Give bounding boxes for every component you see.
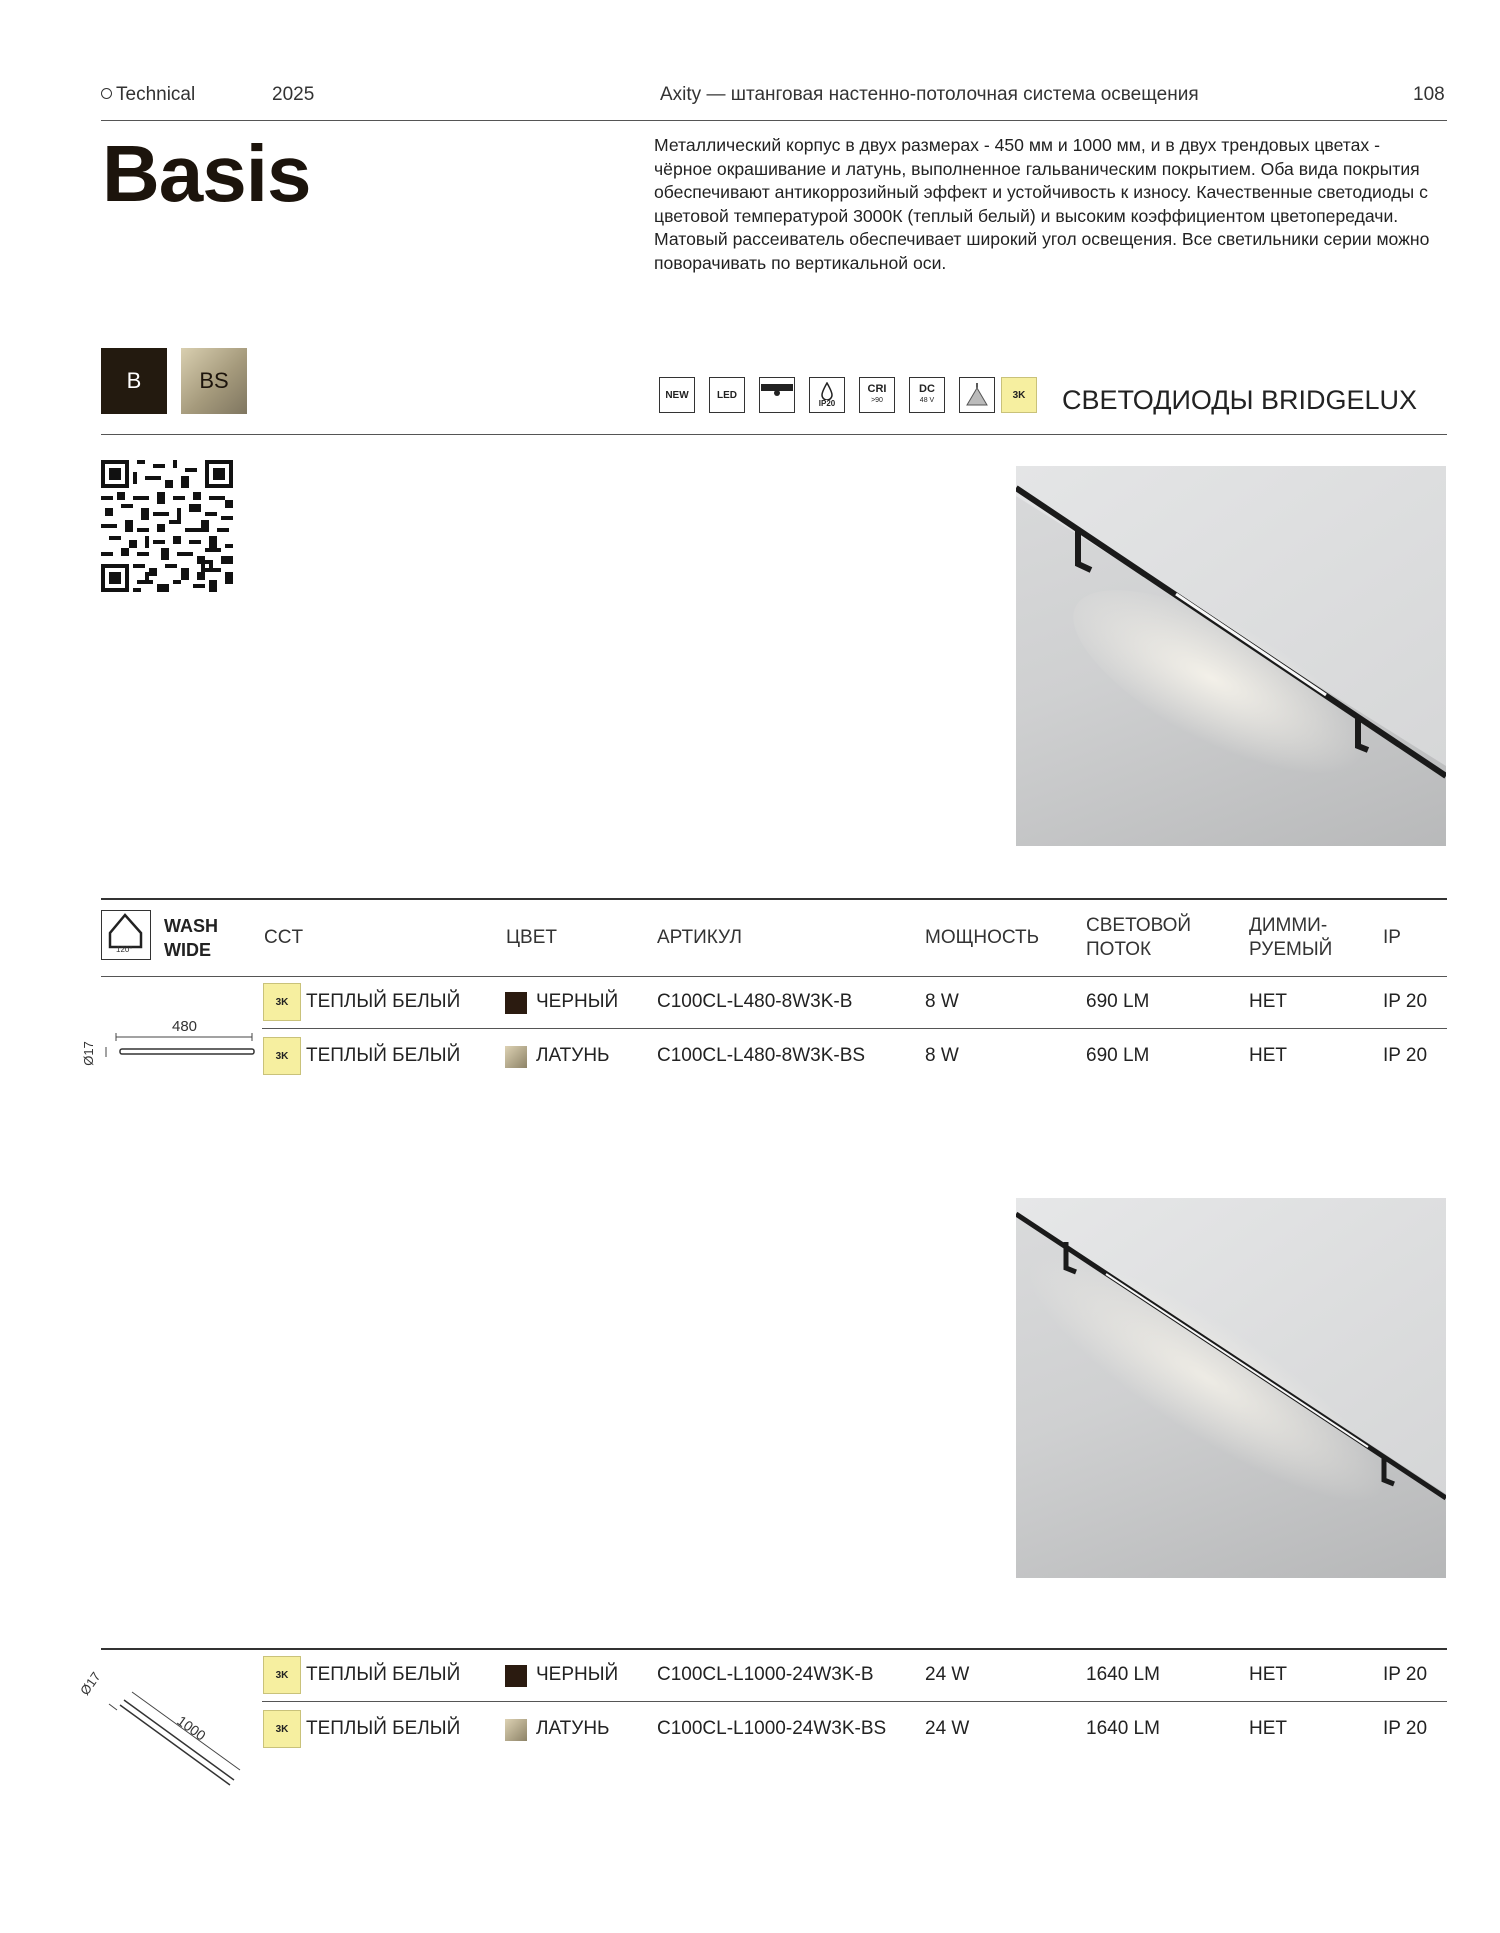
length-label: 480 <box>172 1018 198 1035</box>
cct-badge: 3K <box>263 983 301 1021</box>
article-value: C100CL-L1000-24W3K-BS <box>657 1718 887 1739</box>
row-divider <box>262 1701 1447 1702</box>
section-divider <box>101 434 1447 435</box>
cct-value: ТЕПЛЫЙ БЕЛЫЙ <box>306 1664 461 1685</box>
ip-value: IP 20 <box>1383 1664 1428 1685</box>
header-divider <box>101 120 1447 121</box>
year: 2025 <box>272 84 315 105</box>
finish-swatch-black: B <box>101 348 167 414</box>
flux-value: 1640 LM <box>1086 1664 1160 1685</box>
flux-value: 1640 LM <box>1086 1718 1160 1739</box>
color-swatch <box>505 1665 527 1687</box>
ip-value: IP 20 <box>1383 1718 1428 1739</box>
dimension-drawing-480 <box>80 1010 264 1070</box>
dimension-drawing-1000 <box>77 1669 264 1800</box>
3k-badge-icon: 3K <box>1001 377 1037 413</box>
cct-value: ТЕПЛЫЙ БЕЛЫЙ <box>306 1045 461 1066</box>
row-divider <box>262 1028 1447 1029</box>
cri-icon: CRI >90 <box>859 377 895 413</box>
dimmable-value: НЕТ <box>1249 1718 1287 1739</box>
product-photo-large <box>1016 1198 1446 1578</box>
col-header-ip: IP <box>1383 927 1401 948</box>
page-title: Basis <box>102 129 311 218</box>
power-value: 8 W <box>925 991 959 1012</box>
wash-wide-icon <box>101 910 151 960</box>
flux-value: 690 LM <box>1086 1045 1150 1066</box>
product-photo-small <box>1016 466 1446 846</box>
color-value: ЛАТУНЬ <box>536 1718 610 1739</box>
cct-value: ТЕПЛЫЙ БЕЛЫЙ <box>306 991 461 1012</box>
power-value: 24 W <box>925 1664 970 1685</box>
header-subtitle: Axity — штанговая настенно-потолочная система освещения <box>660 84 1199 105</box>
article-value: C100CL-L480-8W3K-B <box>657 991 853 1012</box>
cct-badge: 3K <box>263 1710 301 1748</box>
color-value: ЧЕРНЫЙ <box>536 1664 619 1685</box>
cct-value: ТЕПЛЫЙ БЕЛЫЙ <box>306 1718 461 1739</box>
article-value: C100CL-L480-8W3K-BS <box>657 1045 866 1066</box>
color-value: ЛАТУНЬ <box>536 1045 610 1066</box>
ip-value: IP 20 <box>1383 1045 1428 1066</box>
table-header-rule <box>101 976 1447 977</box>
length-label: 1000 <box>174 1712 209 1744</box>
col-header-flux: СВЕТОВОЙ ПОТОК <box>1086 915 1192 960</box>
diameter-label: Ø17 <box>80 1041 96 1066</box>
diameter-label: Ø17 <box>77 1669 104 1698</box>
col-header-color: ЦВЕТ <box>506 927 558 948</box>
new-icon: NEW <box>659 377 695 413</box>
beam-angle-label: 120° <box>116 945 133 954</box>
product-description: Металлический корпус в двух размерах - 450 мм и 1000 мм, и в двух трендовых цветах - чёрное окрашивание и латунь, выполненное гальваническим покрытием. Оба вида покрытия обеспечивают антикоррозийный эффект и устойчивость к износу. Качественные светодиоды с цветовой температурой 3000К (теплый белый) и высоким коэффициентом цветопередачи. Матовый рассеиватель обеспечивает широкий угол освещения. Все светильники серии можно поворачивать по вертикальной оси. <box>654 135 1430 273</box>
ip20-icon: IP20 <box>809 377 845 413</box>
col-header-cct: CCT <box>264 927 304 948</box>
dimmable-value: НЕТ <box>1249 1045 1287 1066</box>
power-value: 8 W <box>925 1045 959 1066</box>
ceiling-mount-icon <box>759 377 795 413</box>
table-top-rule <box>101 898 1447 900</box>
section-label: Technical <box>101 84 195 106</box>
color-swatch <box>505 1046 527 1068</box>
beam-angle-icon <box>959 377 995 413</box>
color-value: ЧЕРНЫЙ <box>536 991 619 1012</box>
page-number: 108 <box>1413 84 1445 105</box>
col-header-article: АРТИКУЛ <box>657 927 742 948</box>
led-brand: СВЕТОДИОДЫ BRIDGELUX <box>1062 385 1418 415</box>
led-icon: LED <box>709 377 745 413</box>
article-value: C100CL-L1000-24W3K-B <box>657 1664 874 1685</box>
color-swatch <box>505 992 527 1014</box>
dimmable-value: НЕТ <box>1249 1664 1287 1685</box>
col-header-dimmable: ДИММИ- РУЕМЫЙ <box>1249 915 1333 960</box>
ip-value: IP 20 <box>1383 991 1428 1012</box>
finish-swatch-brass: BS <box>181 348 247 414</box>
dc-voltage-icon: DC 48 V <box>909 377 945 413</box>
color-swatch <box>505 1719 527 1741</box>
flux-value: 690 LM <box>1086 991 1150 1012</box>
circle-icon <box>101 88 112 99</box>
cct-badge: 3K <box>263 1656 301 1694</box>
qr-code[interactable] <box>101 460 233 592</box>
dimmable-value: НЕТ <box>1249 991 1287 1012</box>
beam-type-label: WASH WIDE <box>164 916 218 960</box>
power-value: 24 W <box>925 1718 970 1739</box>
col-header-power: МОЩНОСТЬ <box>925 927 1040 948</box>
table2-top-rule <box>101 1648 1447 1650</box>
cct-badge: 3K <box>263 1037 301 1075</box>
